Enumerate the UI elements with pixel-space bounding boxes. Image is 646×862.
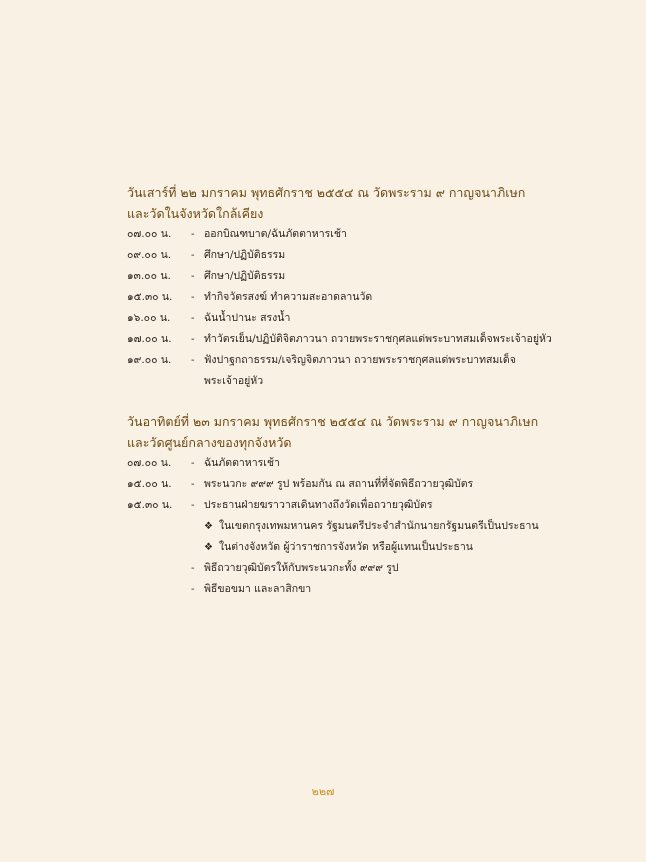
dash-marker: -: [191, 478, 195, 490]
dash-marker: -: [191, 457, 195, 469]
schedule-activity: พระนวกะ ๙๙๙ รูป พร้อมกัน ณ สถานที่ที่จัดพิธีถวายวุฒิบัตร: [204, 478, 474, 490]
dash-marker: -: [191, 228, 195, 240]
schedule-row: [127, 329, 552, 350]
day-1-heading-line-2: และวัดในจังหวัดใกล้เคียง: [127, 206, 264, 221]
schedule-row: [127, 350, 527, 392]
sub-bullet-item: [127, 537, 527, 558]
schedule-activity: พิธีขอขมา และลาสิกขา: [204, 583, 312, 595]
schedule-row: [127, 308, 527, 329]
schedule-activity: ประธานฝ่ายฆราวาสเดินทางถึงวัดเพื่อถวายวุฒิบัตร: [204, 499, 433, 511]
dash-marker: -: [191, 249, 195, 261]
dash-marker: -: [191, 312, 195, 324]
sub-bullet-text: ในเขตกรุงเทพมหานคร รัฐมนตรีประจำสำนักนายกรัฐมนตรีเป็นประธาน: [219, 520, 539, 532]
schedule-activity: ออกบิณฑบาต/ฉันภัตตาหารเช้า: [204, 228, 347, 240]
schedule-row: [127, 579, 527, 600]
dash-marker: -: [191, 562, 195, 574]
schedule-time: ๐๗.๐๐ น.: [127, 228, 172, 240]
dash-marker: -: [191, 499, 195, 511]
sub-bullet-text: ในต่างจังหวัด ผู้ว่าราชการจังหวัด หรือผู้แทนเป็นประธาน: [219, 541, 473, 553]
schedule-row: [127, 266, 527, 287]
schedule-time: ๑๙.๐๐ น.: [127, 354, 172, 366]
schedule-time: ๑๓.๐๐ น.: [127, 270, 171, 282]
schedule-time: ๑๕.๓๐ น.: [127, 499, 173, 511]
day-2-heading-line-1: วันอาทิตย์ที่ ๒๓ มกราคม พุทธศักราช ๒๕๕๔ ณ วัดพระราม ๙ กาญจนาภิเษก: [127, 414, 539, 429]
schedule-row: [127, 453, 527, 474]
schedule-row: [127, 495, 527, 516]
schedule-time: ๑๖.๐๐ น.: [127, 312, 171, 324]
diamond-bullet-icon: ❖: [204, 521, 213, 532]
schedule-day-2: [127, 411, 539, 600]
dash-marker: -: [191, 291, 195, 303]
schedule-activity: ศึกษา/ปฏิบัติธรรม: [204, 249, 286, 261]
schedule-row: [127, 474, 527, 495]
schedule-activity-line-1: ฟังปาฐกถาธรรม/เจริญจิตภาวนา ถวายพระราชกุศลแด่พระบาทสมเด็จ: [204, 354, 516, 366]
dash-marker: -: [191, 333, 195, 345]
schedule-activity: ฉันน้ำปานะ สรงน้ำ: [204, 312, 291, 324]
schedule-activity: ทำวัตรเย็น/ปฏิบัติจิตภาวนา ถวายพระราชกุศลแด่พระบาทสมเด็จพระเจ้าอยู่หัว: [204, 333, 552, 345]
schedule-time: ๑๕.๐๐ น.: [127, 478, 172, 490]
schedule-activity: ฉันภัตตาหารเช้า: [204, 457, 280, 469]
schedule-activity: ศึกษา/ปฏิบัติธรรม: [204, 270, 286, 282]
schedule-row: [127, 287, 527, 308]
day-1-heading-line-1: วันเสาร์ที่ ๒๒ มกราคม พุทธศักราช ๒๕๕๔ ณ วัดพระราม ๙ กาญจนาภิเษก: [127, 185, 526, 200]
dash-marker: -: [191, 583, 195, 595]
schedule-day-1: [127, 182, 552, 392]
schedule-row: [127, 224, 527, 245]
dash-marker: -: [191, 354, 195, 366]
schedule-activity: ทำกิจวัตรสงฆ์ ทำความสะอาดลานวัด: [204, 291, 373, 303]
dash-marker: -: [191, 270, 195, 282]
diamond-bullet-icon: ❖: [204, 542, 213, 553]
schedule-activity-line-2: พระเจ้าอยู่หัว: [204, 375, 264, 387]
day-2-heading-line-2: และวัดศูนย์กลางของทุกจังหวัด: [127, 435, 292, 450]
schedule-time: ๐๙.๐๐ น.: [127, 249, 172, 261]
schedule-time: ๑๕.๓๐ น.: [127, 291, 173, 303]
sub-bullet-item: [127, 516, 539, 537]
schedule-activity: [204, 350, 516, 392]
page-number: ๒๒๗: [311, 785, 335, 798]
schedule-time: ๐๗.๐๐ น.: [127, 457, 172, 469]
schedule-row: [127, 245, 527, 266]
schedule-row: [127, 558, 527, 579]
schedule-activity: พิธีถวายวุฒิบัตรให้กับพระนวกะทั้ง ๙๙๙ รูป: [204, 562, 399, 574]
schedule-time: ๑๗.๐๐ น.: [127, 333, 172, 345]
